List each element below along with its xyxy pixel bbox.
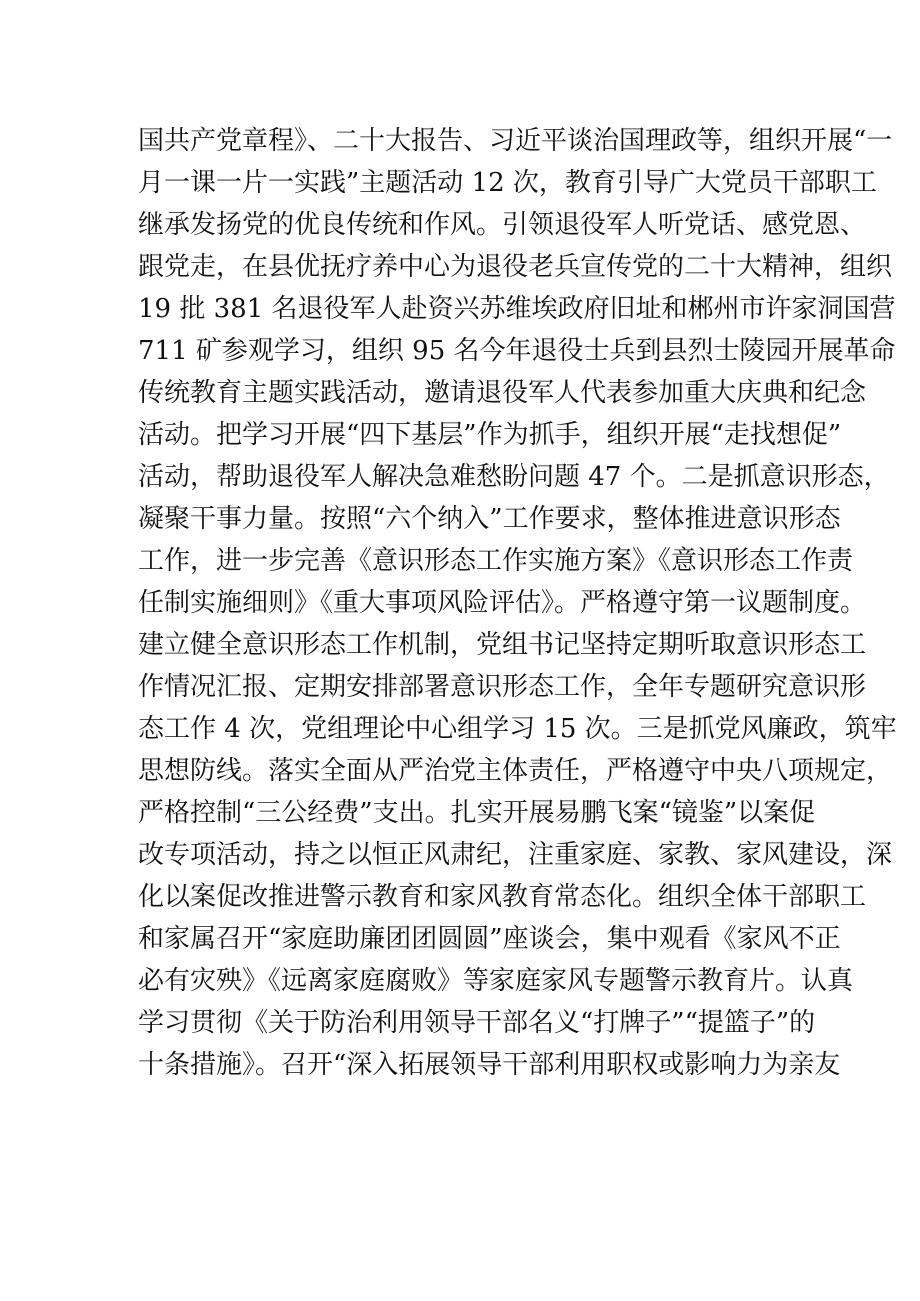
text-line: 建立健全意识形态工作机制，党组书记坚持定期听取意识形态工	[138, 630, 867, 660]
text-line: 作情况汇报、定期安排部署意识形态工作，全年专题研究意识形	[138, 672, 867, 702]
text-line: 工作，进一步完善《意识形态工作实施方案》《意识形态工作责	[138, 546, 854, 576]
text-line: 凝聚干事力量。按照“六个纳入”工作要求，整体推进意识形态	[138, 504, 841, 534]
text-line: 711 矿参观学习，组织 95 名今年退役士兵到县烈士陵园开展革命	[138, 336, 896, 366]
text-line: 月一课一片一实践”主题活动 12 次，教育引导广大党员干部职工	[138, 168, 877, 198]
text-line: 十条措施》。召开“深入拓展领导干部利用职权或影响力为亲友	[138, 1050, 841, 1080]
text-line: 必有灾殃》《远离家庭腐败》等家庭家风专题警示教育片。认真	[138, 966, 854, 996]
body-paragraph	[138, 120, 897, 1086]
text-line: 态工作 4 次，党组理论中心组学习 15 次。三是抓党风廉政，筑牢	[138, 714, 897, 744]
text-line: 和家属召开“家庭助廉团团圆圆”座谈会，集中观看《家风不正	[138, 924, 841, 954]
text-line: 跟党走，在县优抚疗养中心为退役老兵宣传党的二十大精神，组织	[138, 252, 893, 282]
text-line: 传统教育主题实践活动，邀请退役军人代表参加重大庆典和纪念	[138, 378, 867, 408]
text-line: 严格控制“三公经费”支出。扎实开展易鹏飞案“镜鉴”以案促	[138, 798, 816, 828]
text-line: 活动，帮助退役军人解决急难愁盼问题 47 个。二是抓意识形态，	[138, 462, 890, 492]
text-line: 任制实施细则》《重大事项风险评估》。严格遵守第一议题制度。	[138, 588, 867, 618]
text-line: 思想防线。落实全面从严治党主体责任，严格遵守中央八项规定，	[138, 756, 893, 786]
text-line: 国共产党章程》、二十大报告、习近平谈治国理政等，组织开展“一	[138, 126, 893, 156]
text-line: 学习贯彻《关于防治利用领导干部名义“打牌子”“提篮子”的	[138, 1008, 816, 1038]
text-line: 继承发扬党的优良传统和作风。引领退役军人听党话、感党恩、	[138, 210, 867, 240]
text-line: 活动。把学习开展“四下基层”作为抓手，组织开展“走找想促”	[138, 420, 842, 450]
text-line: 改专项活动，持之以恒正风肃纪，注重家庭、家教、家风建设，深	[138, 840, 893, 870]
text-line: 化以案促改推进警示教育和家风教育常态化。组织全体干部职工	[138, 882, 867, 912]
text-line: 19 批 381 名退役军人赴资兴苏维埃政府旧址和郴州市许家洞国营	[138, 294, 896, 324]
